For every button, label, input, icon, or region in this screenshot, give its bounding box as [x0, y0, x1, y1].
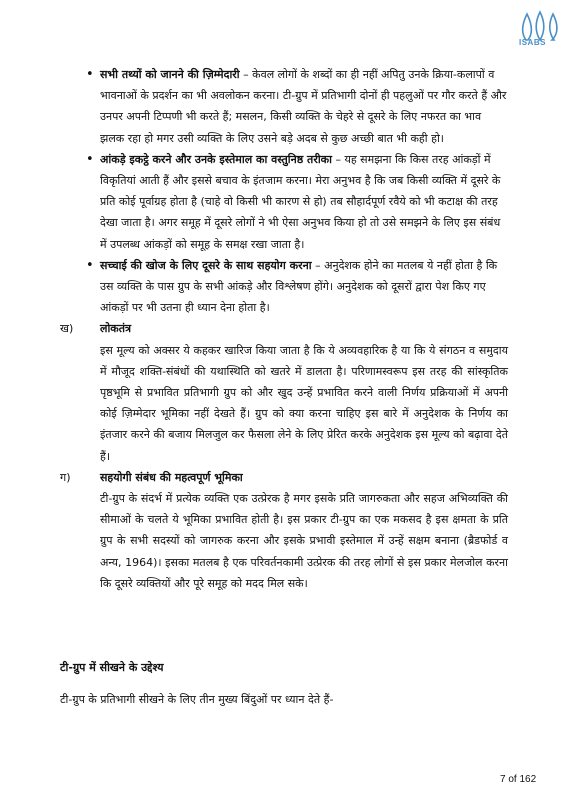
bullet-title: सभी तथ्यों को जानने की ज़िम्मेदारी: [100, 68, 240, 81]
section-paragraph: इस मूल्य को अक्सर ये कहकर खारिज किया जाता है कि ये अव्यवहारिक है या कि ये संगठन व समुदाय में मौजूद शक्ति-संबंधों की यथास्थिति को खतरे में डालता है। परिणामस्वरूप इस तरह की सांस्कृतिक पृष्ठभूमि से प्रभावित प्रतिभागी ग्रुप को और खुद उन्हें प्रभावित करने वाली निर्णय प्रक्रियाओं में अपनी कोई ज़िम्मेदार भूमिका नहीं देखते हैं। ग्रुप को क्या करना चाहिए इस बारे में अनुदेशक के निर्णय का इंतजार करने की बजाय मिलजुल कर फैसला लेने के लिए प्रेरित करके अनुदेशक इस मूल्य को बढ़ावा देते हैं।: [100, 343, 508, 463]
section-heading: [60, 467, 508, 488]
bullet-text: – यह समझना कि किस तरह आंकड़ों में विकृतियां आती हैं और इससे बचाव के इंतजाम करना। मेरा अनुभव है कि जब किसी व्यक्ति में दूसरे के प्रति कोई पूर्वाग्रह होता है (चाहे वो किसी भी कारण से हो) तब सौहार्दपूर्ण रवैये को भी कटाक्ष की तरह देखा जाता है। अगर समूह में दूसरे लोगों ने भी ऐसा अनुभव किया हो तो उसे समझने के लिए इस संबंध में उपलब्ध आंकड़ों को समूह के समक्ष रखा जाता है।: [100, 152, 501, 251]
bullet-title: आंकड़े इकट्ठे करने और उनके इस्तेमाल का वस्तुनिष्ठ तरीका: [100, 152, 332, 166]
logo-text: ISABS: [519, 38, 546, 47]
bullet-title: सच्चाई की खोज के लिए दूसरे के साथ सहयोग करना: [100, 258, 312, 272]
page-number: 7 of 162: [500, 774, 537, 785]
bullet-text: – केवल लोगों के शब्दों का ही नहीं अपितु उनके क्रिया-कलापों व भावनाओं के प्रदर्शन का भी अवलोकन करना। टी-ग्रुप में प्रतिभागी दोनों ही पहलुओं पर गौर करते हैं और उनपर अपनी टिप्पणी भी करते हैं; मसलन, किसी व्यक्ति के चेहरे से दूसरे के लिए नफरत का भाव झलक रहा हो मगर उसी व्यक्ति के लिए उसने बड़े अदब से कुछ अच्छी बात भी कही हो।: [100, 68, 507, 145]
bullet-icon: •: [86, 257, 94, 273]
section-title: टी-ग्रुप में सीखने के उद्देश्य: [60, 661, 164, 674]
section-intro: टी-ग्रुप के प्रतिभागी सीखने के लिए तीन मुख्य बिंदुओं पर ध्यान देते हैं-: [60, 693, 334, 706]
bullet-item: [60, 149, 508, 255]
bullet-icon: •: [86, 67, 94, 82]
section-marker: ग): [60, 470, 71, 484]
main-content: [60, 64, 508, 594]
bullet-icon: •: [86, 151, 94, 167]
section-heading-text: सहयोगी संबंध की महत्वपूर्ण भूमिका: [100, 470, 243, 484]
section-heading-text: लोकतंत्र: [100, 322, 132, 336]
section-marker: ख): [60, 322, 74, 336]
section-heading: [60, 318, 508, 339]
bullet-text: – अनुदेशक होने का मतलब ये नहीं होता है कि उस व्यक्ति के पास ग्रुप के सभी आंकड़े और विश्लेषण होंगे। अनुदेशक को दूसरों द्वारा पेश किए गए आंकड़ों पर भी उतना ही ध्यान देना होता है।: [100, 258, 498, 315]
section-paragraph: टी-ग्रुप के संदर्भ में प्रत्येक व्यक्ति एक उत्प्रेरक है मगर इसके प्रति जागरुकता और सहज अभिव्यक्ति की सीमाओं के चलते ये भूमिका प्रभावित होती है। इस प्रकार टी-ग्रुप का एक मकसद है इस क्षमता के प्रति ग्रुप के सभी सदस्यों को जागरुक करना और इसके प्रभावी इस्तेमाल में उन्हें सक्षम बनाना (ब्रैडफोर्ड व अन्य, 1964)। इसका मतलब है एक परिवर्तनकामी उत्प्रेरक की तरह लोगों से इस प्रकार मेलजोल करना कि दूसरे व्यक्तियों और पूरे समूह को मदद मिल सके।: [100, 492, 508, 590]
bullet-item: [60, 255, 508, 319]
bullet-item: [60, 64, 508, 149]
